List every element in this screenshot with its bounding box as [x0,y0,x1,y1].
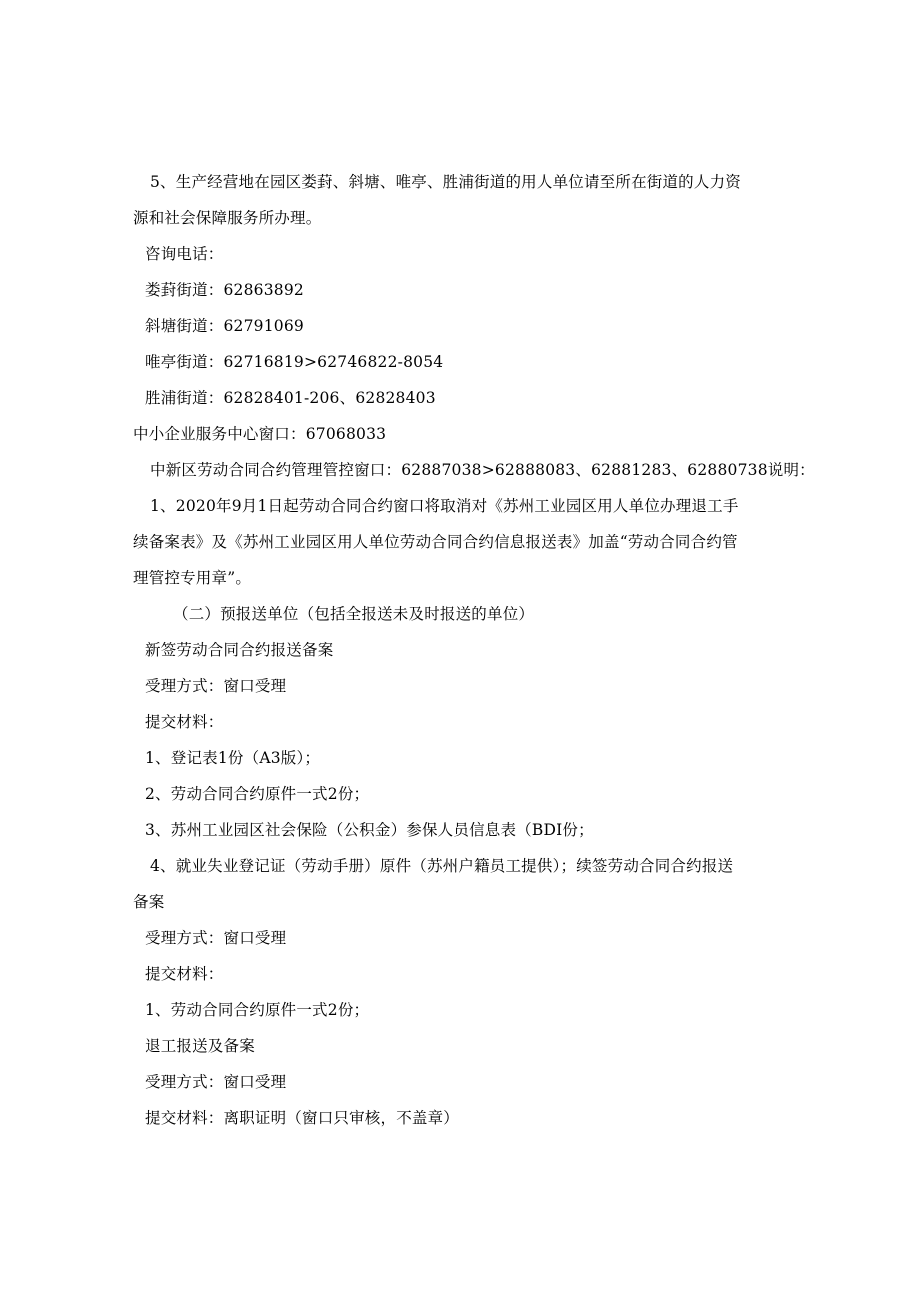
phone-xietang: 斜塘街道：62791069 [145,317,304,335]
phone-new-district-window: 中新区劳动合同合约管理管控窗口：62887038>62888083、62881283、62880738说明： [150,461,815,479]
subheading-new-contract: 新签劳动合同合约报送备案 [145,641,334,659]
note-item-1: 1、2020年9月1日起劳动合同合约窗口将取消对《苏州工业园区用人单位办理退工手 [150,497,739,515]
material-item-3: 3、苏州工业园区社会保险（公积金）参保人员信息表（BDI份； [145,821,594,839]
note-item-1-cont: 续备案表》及《苏州工业园区用人单位劳动合同合约信息报送表》加盖“劳动合同合约管 [133,533,738,551]
material-item-1: 1、登记表1份（A3版）； [145,749,321,767]
phone-shengpu: 胜浦街道：62828401-206、62828403 [145,389,436,407]
paragraph-street-offices-cont: 源和社会保障服务所办理。 [133,209,322,227]
phone-sme-center: 中小企业服务中心窗口：67068033 [133,425,387,443]
subheading-resignation: 退工报送及备案 [145,1037,255,1055]
materials-heading-renewal: 提交材料： [145,965,224,983]
paragraph-street-offices: 5、生产经营地在园区娄葑、斜塘、唯亭、胜浦街道的用人单位请至所在街道的人力资 [150,173,741,191]
material-item-4: 4、就业失业登记证（劳动手册）原件（苏州户籍员工提供）；续签劳动合同合约报送 [150,857,734,875]
section-heading-pre-report: （二）预报送单位（包括全报送未及时报送的单位） [173,605,535,623]
materials-resignation: 提交材料：离职证明（窗口只审核，不盖章） [145,1109,460,1127]
material-renewal-item-1: 1、劳动合同合约原件一式2份； [145,1001,370,1019]
note-item-1-end: 理管控专用章”。 [133,569,252,587]
handling-method-renewal: 受理方式：窗口受理 [145,929,287,947]
phone-loufeng: 娄葑街道：62863892 [145,281,304,299]
materials-heading: 提交材料： [145,713,224,731]
material-item-4-cont: 备案 [133,893,165,911]
material-item-2: 2、劳动合同合约原件一式2份； [145,785,370,803]
handling-method: 受理方式：窗口受理 [145,677,287,695]
phone-weiting: 唯亭街道：62716819>62746822-8054 [145,353,444,371]
consult-phone-heading: 咨询电话： [145,245,224,263]
handling-method-resignation: 受理方式：窗口受理 [145,1073,287,1091]
